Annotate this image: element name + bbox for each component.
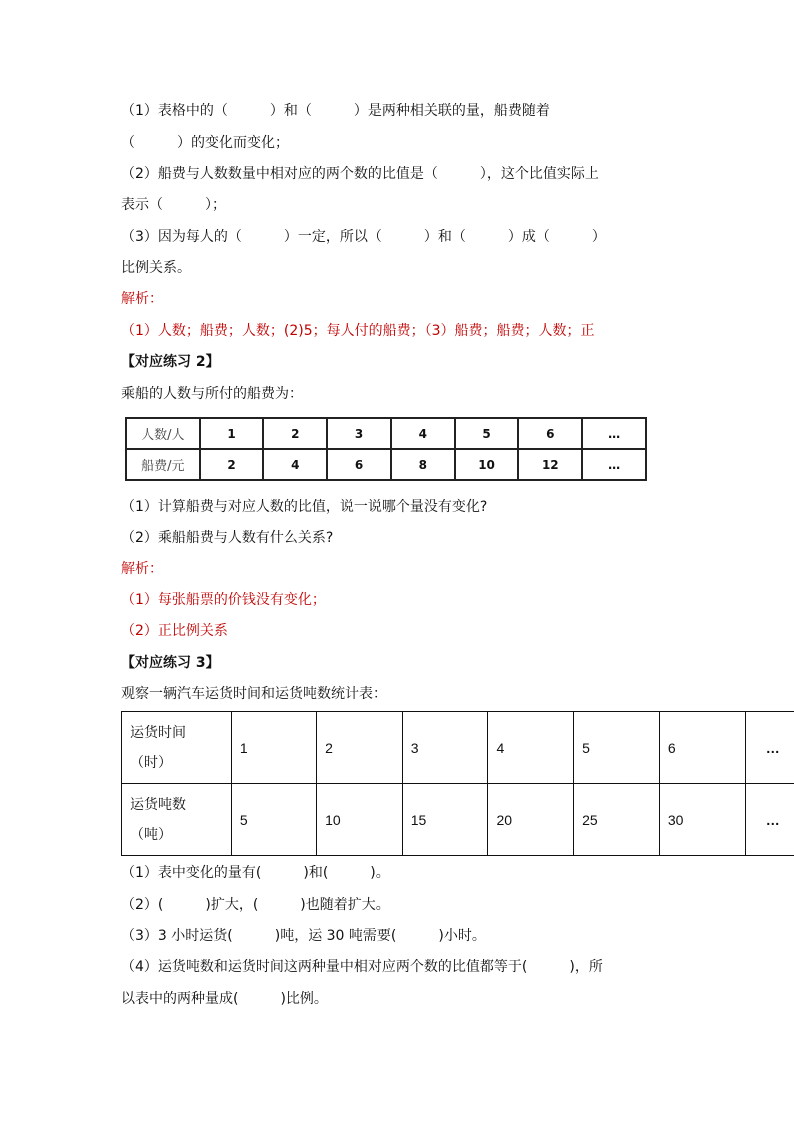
exercise-3-question-2: （2）( )扩大，( )也随着扩大。 (121, 897, 390, 913)
question-3-line-1: （3）因为每人的（ ）一定，所以（ ）和（ ）成（ ） (121, 229, 606, 245)
exercise-2-answer-1: （1）每张船票的价钱没有变化； (121, 592, 326, 608)
table-cell: 12 (518, 449, 582, 480)
exercise-2-question-2: （2）乘船船费与人数有什么关系? (121, 530, 334, 546)
table-cell: 20 (488, 784, 574, 856)
table-cell: 5 (455, 418, 519, 449)
row-header-time-label: 运货时间 (130, 724, 186, 741)
table-row (126, 449, 646, 480)
table-cell: 4 (488, 712, 574, 784)
exercise-3-question-1: （1）表中变化的量有( )和( )。 (121, 865, 390, 881)
table-cell: 1 (200, 418, 264, 449)
question-1-line-1: （1）表格中的（ ）和（ ）是两种相关联的量，船费随着 (121, 103, 550, 119)
table-cell: 4 (263, 449, 327, 480)
row-header-time (122, 712, 232, 784)
row-header-fare: 船费/元 (126, 449, 200, 480)
table-cell: 5 (574, 712, 660, 784)
exercise-3-question-3: （3）3 小时运货( )吨，运 30 吨需要( )小时。 (121, 928, 486, 944)
question-2-line-1: （2）船费与人数数量中相对应的两个数的比值是（ ），这个比值实际上 (121, 166, 599, 182)
table-cell: 2 (200, 449, 264, 480)
exercise-3-question-4-line-2: 以表中的两种量成( )比例。 (121, 991, 328, 1007)
table-cell: 30 (659, 784, 745, 856)
table-cell: 5 (231, 784, 316, 856)
row-header-tons-unit: （吨） (130, 826, 172, 843)
table-cell: 6 (518, 418, 582, 449)
question-1-line-2: （ ）的变化而变化； (121, 135, 289, 151)
table-cell: 10 (455, 449, 519, 480)
table-cell: 2 (317, 712, 403, 784)
exercise-3-heading: 【对应练习 3】 (121, 655, 220, 671)
table-cell: … (582, 418, 646, 449)
table-cell: 25 (574, 784, 660, 856)
table-cell: 3 (402, 712, 488, 784)
row-header-people: 人数/人 (126, 418, 200, 449)
analysis-label: 解析： (121, 291, 163, 307)
question-3-line-2: 比例关系。 (121, 260, 191, 276)
table-cell: 4 (391, 418, 455, 449)
answer-text: （1）人数；船费；人数；(2)5；每人付的船费；（3）船费；船费；人数；正 (121, 323, 595, 339)
row-header-tons (122, 784, 232, 856)
table-cell: 15 (402, 784, 488, 856)
table-cell: 10 (317, 784, 403, 856)
exercise-3-intro: 观察一辆汽车运货时间和运货吨数统计表： (121, 686, 387, 702)
table-row (122, 712, 794, 784)
table-cell: 3 (327, 418, 391, 449)
table-cell: 6 (659, 712, 745, 784)
exercise-2-intro: 乘船的人数与所付的船费为： (121, 386, 303, 402)
table-row (126, 418, 646, 449)
freight-table (121, 711, 794, 856)
row-header-tons-label: 运货吨数 (130, 796, 186, 813)
question-2-line-2: 表示（ ）； (121, 197, 226, 213)
exercise-2-answer-2: （2）正比例关系 (121, 623, 228, 639)
boat-fare-table (125, 417, 647, 481)
table-cell: … (745, 784, 794, 856)
table-cell: … (745, 712, 794, 784)
table-row (122, 784, 794, 856)
row-header-time-unit: （时） (130, 754, 172, 771)
table-cell: 1 (231, 712, 316, 784)
analysis-label: 解析： (121, 561, 163, 577)
table-cell: 8 (391, 449, 455, 480)
table-cell: 2 (263, 418, 327, 449)
exercise-2-heading: 【对应练习 2】 (121, 354, 220, 370)
exercise-2-question-1: （1）计算船费与对应人数的比值，说一说哪个量没有变化? (121, 499, 488, 515)
table-cell: 6 (327, 449, 391, 480)
table-cell: … (582, 449, 646, 480)
exercise-3-question-4-line-1: （4）运货吨数和运货时间这两种量中相对应两个数的比值都等于( )，所 (121, 959, 603, 975)
